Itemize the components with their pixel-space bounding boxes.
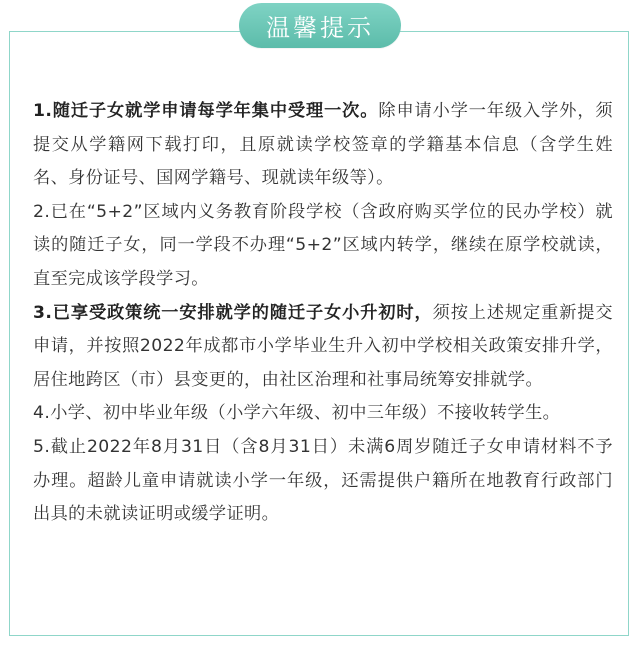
notice-item-3-text: 须按上述规定重新提交申请，并按照2022年成都市小学毕业生升入初中学校相关政策安排升学，居住地跨区（市）县变更的，由社区治理和社事局统筹安排就学。 [33, 302, 613, 390]
notice-item-4-text: 4.小学、初中毕业年级（小学六年级、初中三年级）不接收转学生。 [33, 403, 561, 424]
notice-item-1-bold: 1.随迁子女就学申请每学年集中受理一次。 [33, 101, 379, 121]
notice-item-2 [33, 196, 613, 297]
notice-item-5-text: 5.截止2022年8月31日（含8月31日）未满6周岁随迁子女申请材料不予办理。超龄儿童申请就读小学一年级，还需提供户籍所在地教育行政部门出具的未就读证明或缓学证明。 [33, 436, 613, 525]
notice-item-3-bold: 3.已享受政策统一安排就学的随迁子女小升初时， [33, 302, 433, 323]
notice-title: 温馨提示 [266, 14, 374, 42]
notice-title-badge [239, 3, 401, 48]
notice-item-3 [33, 297, 613, 398]
notice-item-2-text: 2.已在“5+2”区域内义务教育阶段学校（含政府购买学位的民办学校）就读的随迁子女，同一学段不办理“5+2”区域内转学，继续在原学校就读，直至完成该学段学习。 [33, 201, 613, 289]
notice-item-1-text: 除申请小学一年级入学外，须提交从学籍网下载打印，且原就读学校签章的学籍基本信息（含学生姓名、身份证号、国网学籍号、现就读年级等）。 [33, 101, 613, 189]
notice-content [33, 95, 613, 532]
notice-item-5 [33, 431, 613, 532]
notice-item-1 [33, 95, 613, 196]
notice-item-4 [33, 397, 613, 431]
